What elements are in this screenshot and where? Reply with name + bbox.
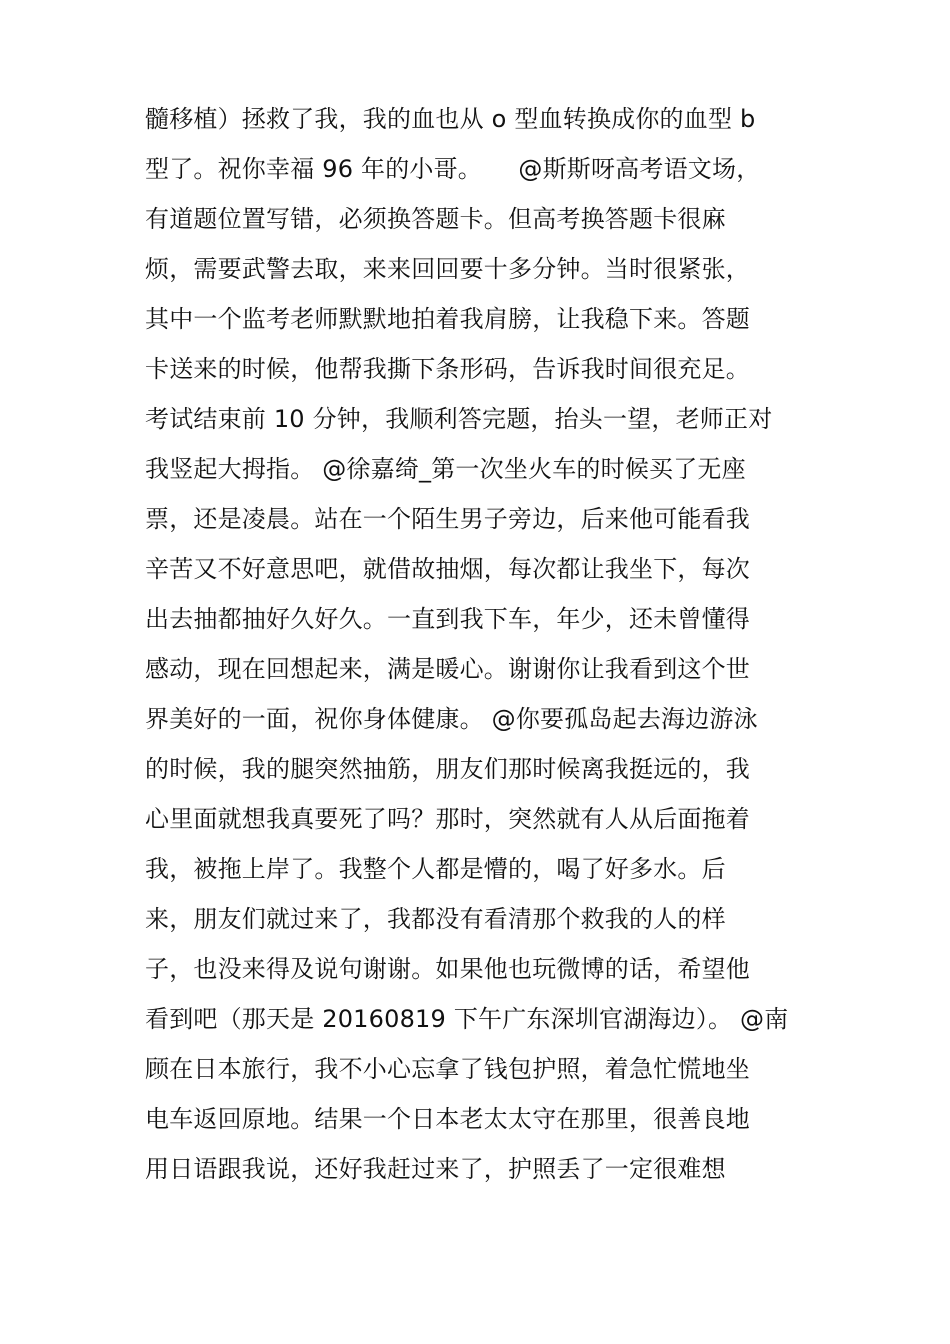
text-line: 卡送来的时候，他帮我撕下条形码，告诉我时间很充足。: [145, 355, 750, 383]
text-line: 我竖起大拇指。 @徐嘉绮_第一次坐火车的时候买了无座: [145, 455, 746, 483]
text-line: 烦，需要武警去取，来来回回要十多分钟。当时很紧张，: [145, 255, 750, 283]
body-text: [145, 94, 825, 1194]
text-line: 出去抽都抽好久好久。一直到我下车，年少，还未曾懂得: [145, 605, 750, 633]
text-line: 型了。祝你幸福 96 年的小哥。 @斯斯呀高考语文场，: [145, 155, 761, 183]
text-line: 考试结束前 10 分钟，我顺利答完题，抬头一望，老师正对: [145, 405, 773, 433]
text-line: 顾在日本旅行，我不小心忘拿了钱包护照，着急忙慌地坐: [145, 1055, 750, 1083]
text-line: 我，被拖上岸了。我整个人都是懵的，喝了好多水。后: [145, 855, 726, 883]
text-line: 辛苦又不好意思吧，就借故抽烟，每次都让我坐下，每次: [145, 555, 750, 583]
text-line: 票，还是凌晨。站在一个陌生男子旁边，后来他可能看我: [145, 505, 750, 533]
text-line: 电车返回原地。结果一个日本老太太守在那里，很善良地: [145, 1105, 750, 1133]
text-line: 界美好的一面，祝你身体健康。 @你要孤岛起去海边游泳: [145, 705, 758, 733]
text-line: 其中一个监考老师默默地拍着我肩膀，让我稳下来。答题: [145, 305, 750, 333]
text-line: 心里面就想我真要死了吗？那时，突然就有人从后面拖着: [145, 805, 750, 833]
text-line: 感动，现在回想起来，满是暖心。谢谢你让我看到这个世: [145, 655, 750, 683]
text-line: 髓移植）拯救了我，我的血也从 o 型血转换成你的血型 b: [145, 105, 756, 133]
text-line: 看到吧（那天是 20160819 下午广东深圳官湖海边）。 @南: [145, 1005, 789, 1033]
text-line: 有道题位置写错，必须换答题卡。但高考换答题卡很麻: [145, 205, 726, 233]
text-line: 用日语跟我说，还好我赶过来了，护照丢了一定很难想: [145, 1155, 726, 1183]
text-line: 子，也没来得及说句谢谢。如果他也玩微博的话，希望他: [145, 955, 750, 983]
text-line: 来，朋友们就过来了，我都没有看清那个救我的人的样: [145, 905, 726, 933]
text-line: 的时候，我的腿突然抽筋，朋友们那时候离我挺远的，我: [145, 755, 750, 783]
